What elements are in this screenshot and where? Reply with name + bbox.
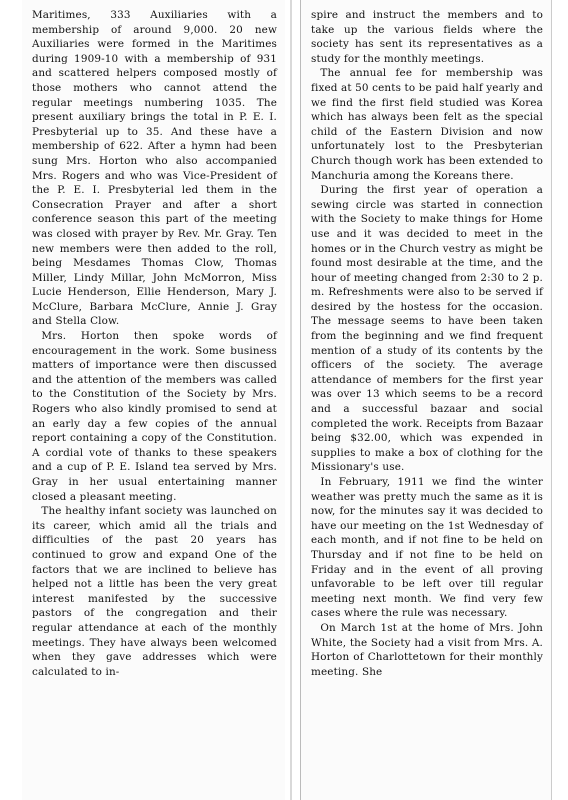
paragraph: The healthy infant society was launched on its career, which amid all the trials and difficulties of the past 20 years has continued to grow and expand One of the factors that we are inclined to believe has helped not a little has been the very great interest manifested by the successive pastors of the congregation and their regular attendance at each of the monthly meetings. They have always been welcomed when they gave addresses which were calculated to in- (32, 505, 277, 678)
right-column-text (301, 0, 551, 679)
paragraph: Mrs. Horton then spoke words of encouragement in the work. Some business matters of importance were then discussed and the attention of the members was called to the Constitution of the Society by Mrs. Rogers who also kindly promised to send at an early day a few copies of the annual report containing a copy of the Constitution. A cordial vote of thanks to these speakers and a cup of P. E. Island tea served by Mrs. Gray in her usual entertaining manner closed a pleasant meeting. (32, 330, 277, 503)
paragraph: During the first year of operation a sewing circle was started in connection with the Society to make things for Home use and it was decided to meet in the homes or in the Church vestry as might be found most desirable at the time, and the hour of meeting changed from 2:30 to 2 p. m. Refreshments were also to be served if desired by the hostess for the occasion. The message seems to have been taken from the beginning and we find frequent mention of a study of its contents by the officers of the society. The average attendance of members for the first year was over 13 which seems to be a record and a successful bazaar and social completed the work. Receipts from Bazaar being $32.00, which was expended in supplies to make a box of clothing for the Missionary's use. (311, 184, 543, 474)
paragraph: On March 1st at the home of Mrs. John White, the Society had a visit from Mrs. A. Horton of Charlottetown for their monthly meeting. She (311, 621, 543, 678)
paragraph: The annual fee for membership was fixed at 50 cents to be paid half yearly and we find the first field studied was Korea which has always been felt as the special child of the Eastern Division and now unfortunately lost to the Presbyterian Church though work has been extended to Manchuria among the Koreans there. (311, 67, 543, 182)
right-column-clipping (300, 0, 552, 800)
column-divider (290, 0, 292, 800)
left-column-text (22, 0, 285, 679)
left-column-clipping (22, 0, 285, 800)
paragraph: In February, 1911 we find the winter weather was pretty much the same as it is now, for the minutes say it was decided to have our meeting on the 1st Wednesday of each month, and if not fine to be held on Thursday and if not fine to be held on Friday and in the event of all proving unfavorable to be left over till regular meeting next month. We find very few cases where the rule was necessary. (311, 476, 543, 620)
paragraph: Maritimes, 333 Auxiliaries with a membership of around 9,000. 20 new Auxiliaries were formed in the Maritimes during 1909-10 with a membership of 931 and scattered helpers composed mostly of those mothers who cannot attend the regular meetings numbering 1035. The present auxiliary brings the total in P. E. I. Presbyterial up to 35. And these have a membership of 622. After a hymn had been sung Mrs. Horton who also accompanied Mrs. Rogers and who was Vice-President of the P. E. I. Presbyterial led them in the Consecration Prayer and after a short conference season this part of the meeting was closed with prayer by Rev. Mr. Gray. Ten new members were then added to the roll, being Mesdames Thomas Clow, Thomas Miller, Lindy Millar, John McMorron, Miss Lucie Henderson, Ellie Henderson, Mary J. McClure, Barbara McClure, Annie J. Gray and Stella Clow. (32, 9, 277, 328)
paragraph: spire and instruct the members and to take up the various fields where the society has sent its representatives as a study for the monthly meetings. (311, 9, 543, 65)
